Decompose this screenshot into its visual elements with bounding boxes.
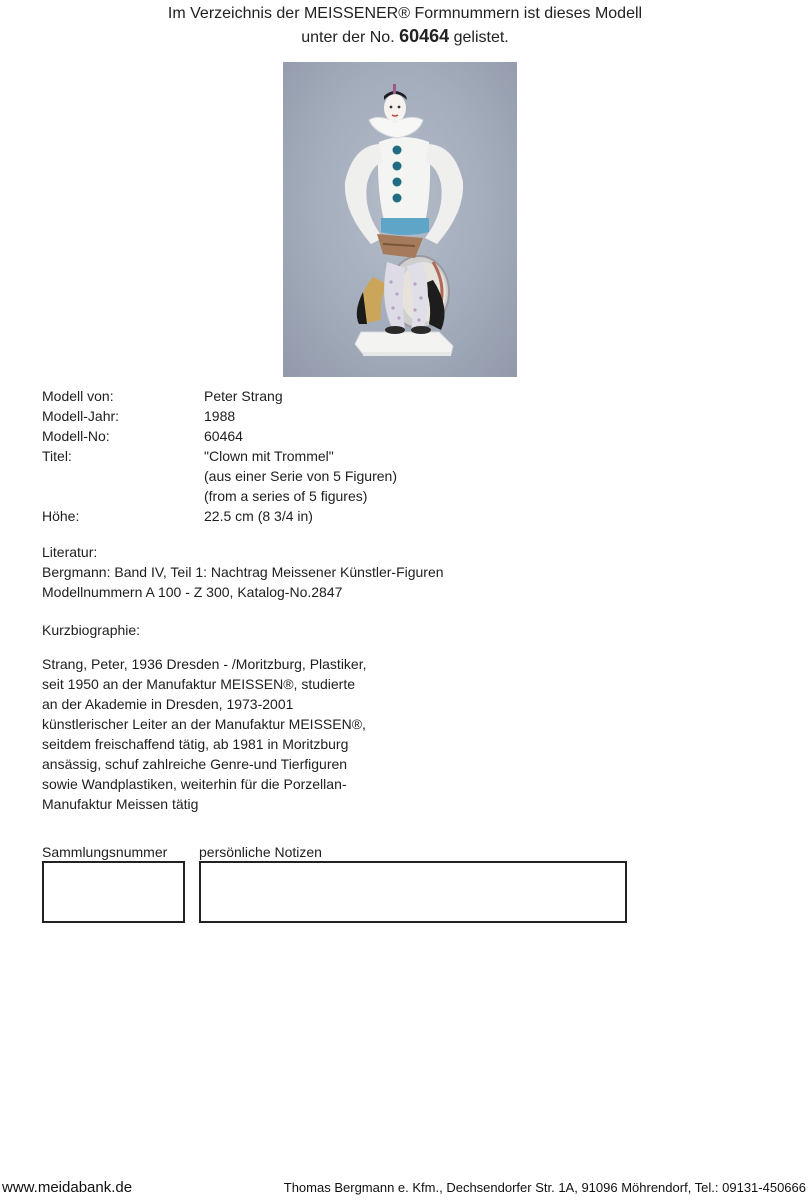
- hoehe-value: 22.5 cm (8 3/4 in): [204, 508, 313, 524]
- modell-jahr-label: Modell-Jahr:: [42, 408, 120, 424]
- biography-line: sowie Wandplastiken, weiterhin für die Porzellan-: [42, 776, 347, 792]
- biography-line: ansässig, schuf zahlreiche Genre-und Tierfiguren: [42, 756, 348, 772]
- titel-value-line-2: (aus einer Serie von 5 Figuren): [204, 468, 397, 484]
- biography-text: [42, 654, 367, 814]
- biography-heading-block: [42, 620, 140, 640]
- header-line-2: [0, 24, 810, 50]
- website-link[interactable]: www.meidabank.de: [2, 1179, 133, 1196]
- literatur-heading: Literatur:: [42, 544, 98, 560]
- modell-no-value: 60464: [204, 428, 243, 444]
- biography-heading: Kurzbiographie:: [42, 622, 141, 638]
- model-number: 60464: [399, 26, 450, 46]
- biography-line: an der Akademie in Dresden, 1973-2001: [42, 696, 294, 712]
- titel-label: Titel:: [42, 448, 72, 464]
- collection-number-field[interactable]: [42, 861, 185, 923]
- literatur-section: [42, 542, 444, 602]
- modell-von-label: Modell von:: [42, 388, 114, 404]
- biography-line: seit 1950 an der Manufaktur MEISSEN®, studierte: [42, 676, 356, 692]
- modell-jahr-value: 1988: [204, 408, 236, 424]
- hoehe-label: Höhe:: [42, 508, 80, 524]
- modell-von-value: Peter Strang: [204, 388, 283, 404]
- clown-figurine-image: [283, 62, 517, 377]
- modell-no-label: Modell-No:: [42, 428, 110, 444]
- titel-value-line-1: "Clown mit Trommel": [204, 448, 334, 464]
- collection-number-label: Sammlungsnummer: [42, 844, 168, 860]
- biography-line: seitdem freischaffend tätig, ab 1981 in Moritzburg: [42, 736, 349, 752]
- personal-notes-label: persönliche Notizen: [199, 844, 322, 860]
- header-line-1: Im Verzeichnis der MEISSENER® Formnummern ist dieses Modell: [167, 5, 643, 22]
- footer-address: Thomas Bergmann e. Kfm., Dechsendorfer Str. 1A, 91096 Möhrendorf, Tel.: 09131-450666: [283, 1180, 806, 1195]
- biography-line: Manufaktur Meissen tätig: [42, 796, 199, 812]
- biography-line: Strang, Peter, 1936 Dresden - /Moritzburg, Plastiker,: [42, 656, 367, 672]
- titel-value-line-3: (from a series of 5 figures): [204, 488, 368, 504]
- header-prefix: unter der No.: [301, 29, 400, 46]
- literatur-line: Modellnummern A 100 - Z 300, Katalog-No.2847: [42, 584, 343, 600]
- literatur-line: Bergmann: Band IV, Teil 1: Nachtrag Meissener Künstler-Figuren: [42, 564, 444, 580]
- header-suffix: gelistet.: [449, 29, 509, 46]
- personal-notes-field[interactable]: [199, 861, 627, 923]
- figurine-photo: [283, 62, 517, 377]
- biography-line: künstlerischer Leiter an der Manufaktur MEISSEN®,: [42, 716, 366, 732]
